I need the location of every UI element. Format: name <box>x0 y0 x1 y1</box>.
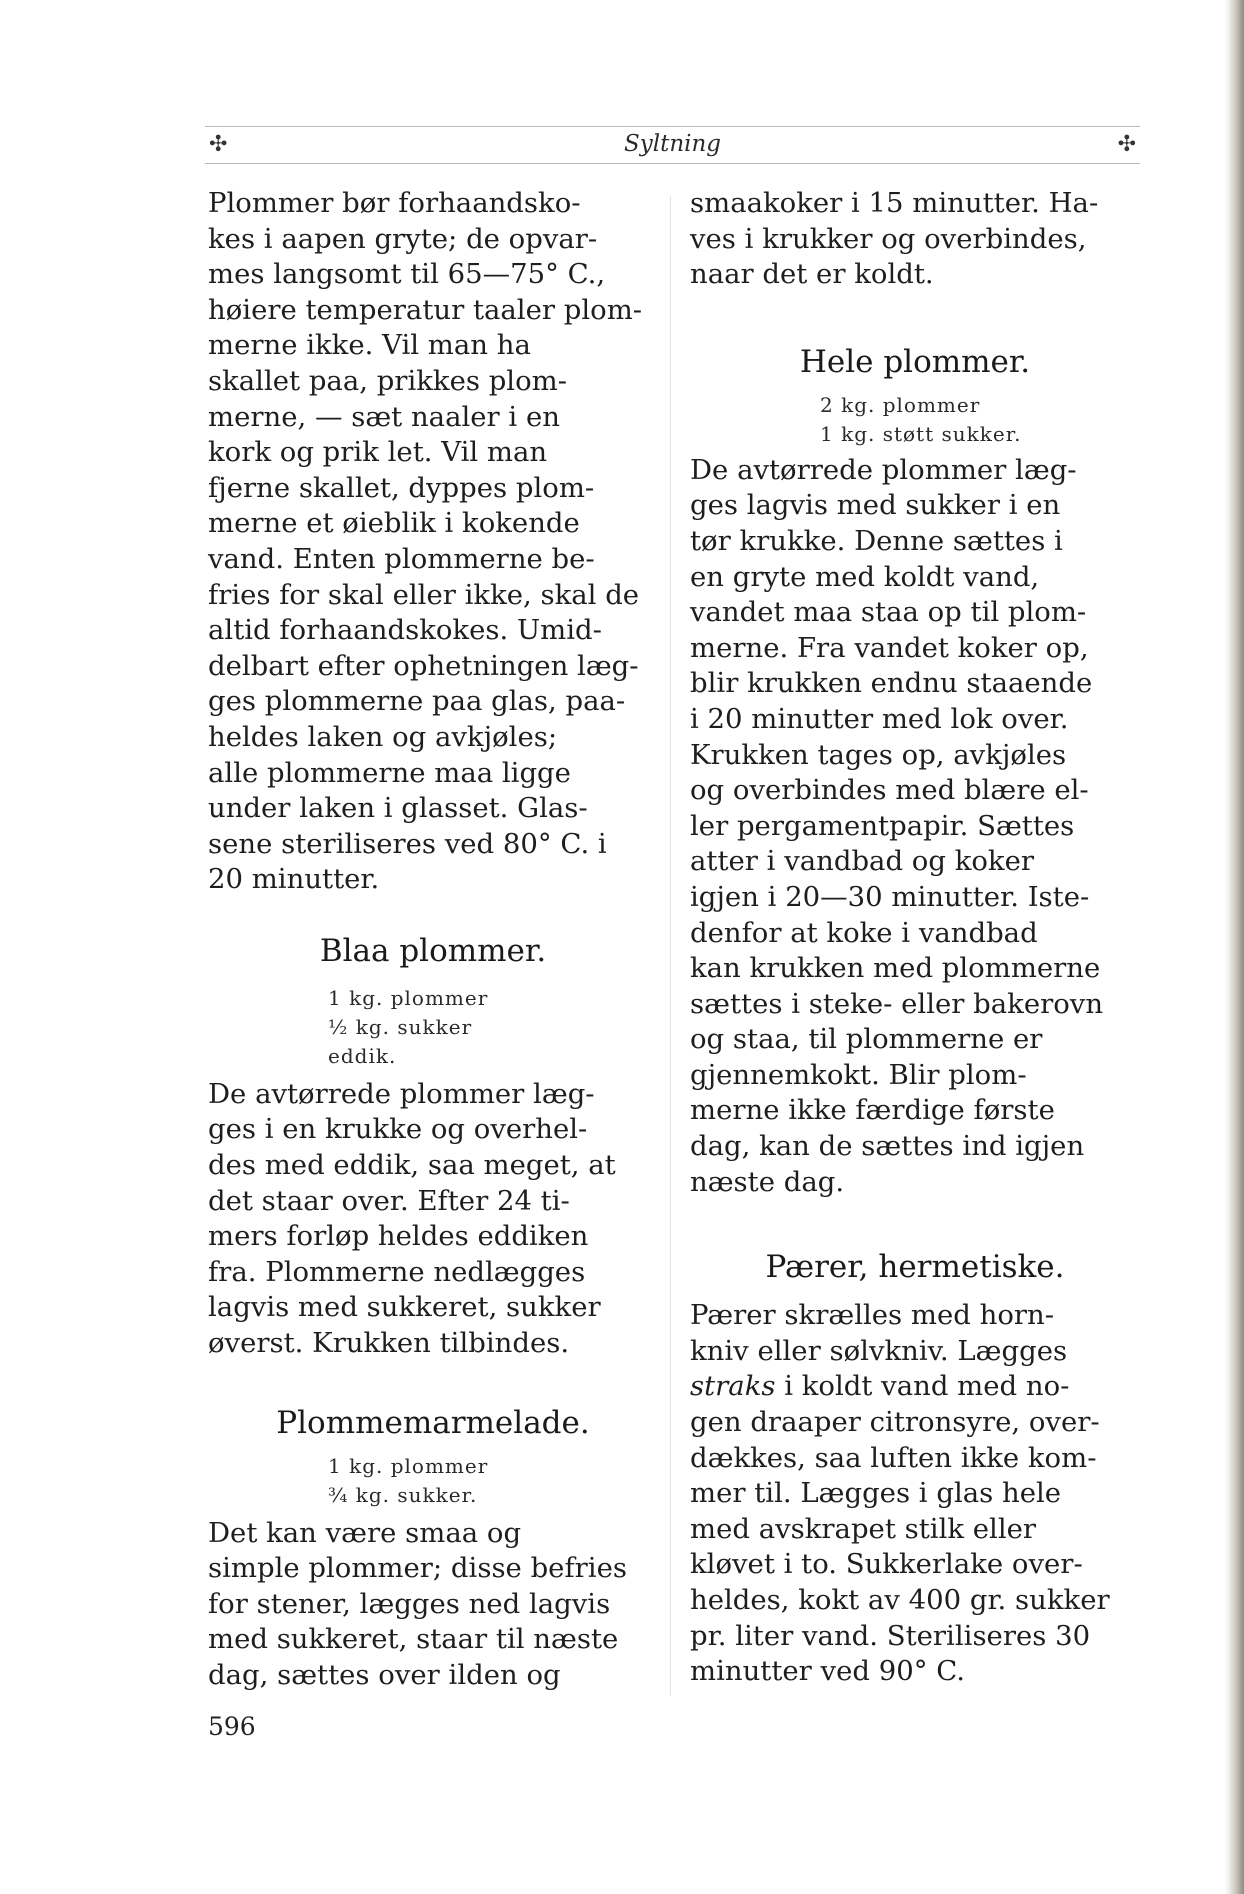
recipe-title-hele-plommer: Hele plommer. <box>799 343 1031 380</box>
recipe-text-hele-plommer: De avtørrede plommer læg- ges lagvis med sukker i en tør krukke. Denne sættes i en gryte med koldt vand, vandet maa staa op til plom- merne. Fra vandet koker op, blir krukken endnu staaende i 20 minutter med lok over. Krukken tages op, avkjøles og overbindes med blære el- ler pergamentpapir. Sættes atter i vandbad og koker igjen i 20—30 minutter. Iste- denfor at koke i vandbad kan krukken med plommerne sættes i steke- eller bakerovn og staa, til plommerne er gjennemkokt. Blir plom- merne ikke færdige første dag, kan de sættes ind igjen næste dag. <box>690 453 1104 1198</box>
recipe-text-blaa-plommer: De avtørrede plommer læg- ges i en krukke og overhel- des med eddik, saa meget, at det staar over. Efter 24 ti- mers forløp heldes eddiken fra. Plommerne nedlægges lagvis med sukkeret, sukker øverst. Krukken tilbindes. <box>208 1077 616 1360</box>
ingredient-item: eddik. <box>328 1043 397 1068</box>
continuation-paragraph: smaakoker i 15 minutter. Ha- ves i krukker og overbindes, naar det er koldt. <box>690 187 1099 291</box>
ingredient-item: ¾ kg. sukker. <box>328 1482 478 1507</box>
page-number: 596 <box>208 1712 256 1741</box>
running-header <box>205 126 1140 164</box>
right-column <box>690 186 1140 1690</box>
recipe-text-paerer-hermetiske <box>690 1298 1140 1690</box>
column-divider <box>670 196 671 1696</box>
recipe-title-plommemarmelade: Plommemarmelade. <box>276 1404 590 1441</box>
left-column <box>208 186 658 1694</box>
ornament-right-icon: ✣ <box>1117 132 1136 157</box>
recipe-title-paerer-hermetiske: Pærer, hermetiske. <box>765 1249 1065 1286</box>
recipe-text-part: Pærer skrælles med horn- kniv eller sølvkniv. Lægges <box>690 1299 1068 1367</box>
ingredient-list-plommemarmelade <box>208 1452 658 1510</box>
ingredient-list-hele-plommer <box>690 391 1140 449</box>
page-edge <box>1230 0 1244 1894</box>
ingredient-list-blaa-plommer <box>208 984 658 1071</box>
ingredient-item: 1 kg. plommer <box>328 985 489 1010</box>
ornament-left-icon: ✣ <box>209 132 228 157</box>
recipe-text-plommemarmelade: Det kan være smaa og simple plommer; disse befries for stener, lægges ned lagvis med sukkeret, staar til næste dag, sættes over ilden og <box>208 1516 627 1691</box>
emphasized-word: straks <box>690 1370 776 1403</box>
ingredient-item: 1 kg. plommer <box>328 1453 489 1478</box>
recipe-title-blaa-plommer: Blaa plommer. <box>319 932 547 969</box>
ingredient-item: 1 kg. støtt sukker. <box>820 421 1022 446</box>
intro-paragraph: Plommer bør forhaandsko- kes i aapen gryte; de opvar- mes langsomt til 65—75° C., høiere temperatur taaler plom- merne ikke. Vil man ha skallet paa, prikkes plom- merne, — sæt naaler i en kork og prik let. Vil man fjerne skallet, dyppes plom- merne et øieblik i kokende vand. Enten plommerne be- fries for skal eller ikke, skal de altid forhaandskokes. Umid- delbart efter ophetningen læg- ges plommerne paa glas, paa- heldes laken og avkjøles; alle plommerne maa ligge under laken i glasset. Glas- sene steriliseres ved 80° C. i 20 minutter. <box>208 187 643 896</box>
running-title: Syltning <box>623 131 722 157</box>
recipe-text-part: i koldt vand med no- gen draaper citronsyre, over- dækkes, saa luften ikke kom- mer til. Lægges i glas hele med avskrapet stilk eller kløvet i to. Sukkerlake over- heldes, kokt av 400 gr. sukker pr. liter vand. Steriliseres 30 minutter ved 90° C. <box>690 1370 1110 1688</box>
ingredient-item: 2 kg. plommer <box>820 392 981 417</box>
ingredient-item: ½ kg. sukker <box>328 1014 473 1039</box>
